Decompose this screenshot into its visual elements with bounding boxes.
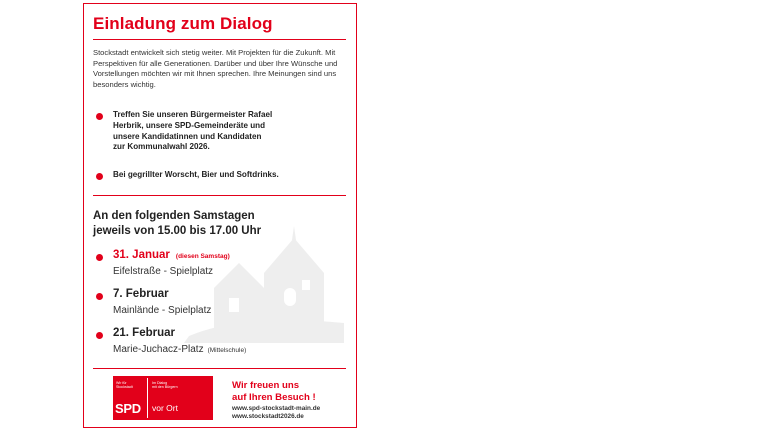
dates-heading-line: jeweils von 15.00 bis 17.00 Uhr	[93, 224, 262, 237]
bullet-meeting	[113, 110, 343, 153]
logo-tagline-line: Stockstadt	[116, 385, 133, 390]
title-divider	[93, 39, 346, 40]
event-place-label: Marie-Juchacz-Platz	[113, 344, 204, 355]
event-date	[113, 327, 175, 339]
invitation-flyer	[83, 3, 357, 428]
event-date-label: 31. Januar	[113, 249, 170, 261]
event-date-label: 7. Februar	[113, 288, 169, 300]
bullet-icon	[96, 173, 103, 180]
logo-tagline-line: Im Dialog	[152, 381, 168, 385]
bullet-line: unsere Kandidatinnen und Kandidaten	[113, 131, 262, 141]
dates-heading	[93, 209, 261, 238]
flyer-title: Einladung zum Dialog	[93, 14, 273, 33]
intro-text: Stockstadt entwickelt sich stetig weiter. Mit Projekten für die Zukunft. Mit Perspektiven für alle Generationen. Darüber und über Ihre Wünsche und Vorstellungen möchten wir mit Ihnen sprechen. Ihre Meinungen sind uns besonders wichtig.	[93, 48, 338, 89]
event-place-note: (Mittelschule)	[207, 347, 247, 354]
logo-suffix: vor Ort	[152, 403, 178, 413]
bullet-line: Treffen Sie unseren Bürgermeister Rafael	[113, 110, 273, 119]
logo-brand: SPD	[115, 401, 141, 416]
closing-line: auf Ihren Besuch !	[232, 391, 316, 403]
section-divider	[93, 195, 346, 196]
logo-divider	[147, 378, 148, 418]
event-date	[113, 249, 230, 261]
bullet-icon	[96, 293, 103, 300]
bullet-icon	[96, 332, 103, 339]
logo-tagline-left	[116, 381, 133, 389]
dates-heading-line: An den folgenden Samstagen	[93, 210, 255, 222]
bullet-food	[113, 170, 343, 181]
bullet-line: Bei gegrillter Worscht, Bier und Softdrinks.	[113, 170, 279, 179]
footer-divider	[93, 368, 346, 369]
event-date-label: 21. Februar	[113, 327, 175, 339]
event-date-note: (diesen Samstag)	[175, 253, 230, 260]
event-place: Eifelstraße - Spielplatz	[113, 266, 214, 277]
bullet-icon	[96, 254, 103, 261]
event-date	[113, 288, 169, 300]
logo-tagline-line: mit den Bürgern	[152, 385, 178, 390]
event-place	[113, 344, 246, 355]
closing-message	[232, 380, 316, 403]
website-link[interactable]: www.stockstadt2026.de	[232, 413, 304, 420]
website-link[interactable]: www.spd-stockstadt-main.de	[232, 405, 321, 412]
logo-tagline-right	[152, 381, 178, 389]
bullet-line: zur Kommunalwahl 2026.	[113, 142, 210, 152]
bullet-icon	[96, 113, 103, 120]
spd-vor-ort-logo	[113, 376, 213, 420]
closing-line: Wir freuen uns	[232, 380, 300, 391]
event-place: Mainlände - Spielplatz	[113, 305, 212, 316]
logo-tagline-line: Wir für	[116, 381, 127, 385]
bullet-line: Herbrik, unsere SPD-Gemeinderäte und	[113, 120, 266, 130]
